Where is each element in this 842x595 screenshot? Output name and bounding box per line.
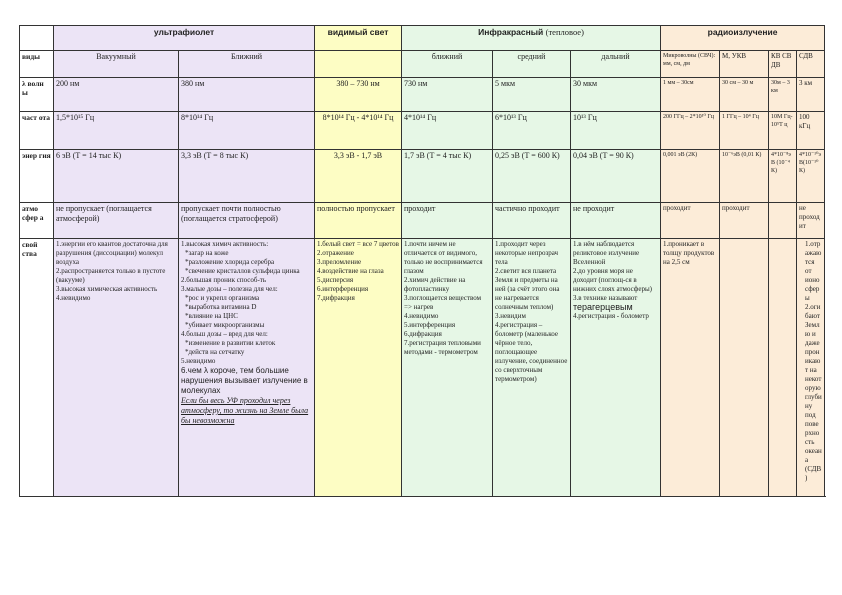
lambda-m-ukv: 30 см – 30 м — [720, 78, 769, 112]
props-visible-item: 1.белый свет = все 7 цветов — [317, 240, 399, 248]
props-near-ir-item: 1.почти ничем не отличается от видимого, только не воспринимается глазом — [404, 240, 483, 275]
type-far-ir: дальний — [571, 51, 661, 78]
props-near-uv-item: 6.чем λ короче, тем большие нарушения вызывает излучение в молекулах — [181, 366, 308, 395]
freq-near-uv: 8*10¹⁴ Гц — [179, 112, 315, 150]
props-near-uv-item: *загар на коже — [185, 249, 229, 257]
props-mid-ir-item: 4.регистрация – болометр (маленькое чёрное тело, поглощающее излучение, соединенное со сверхточным термометром) — [495, 321, 568, 383]
type-vacuum: Вакуумный — [54, 51, 179, 78]
props-near-ir-item: 7.регистрация тепловыми методами - термометром — [404, 339, 481, 356]
energy-near-uv: 3,3 эВ (T = 8 тыс К) — [179, 150, 315, 203]
props-near-ir-item: 3.поглощается веществом => нагрев — [404, 294, 482, 311]
props-near-uv-item: *рос и укрепл организма — [185, 294, 260, 302]
row-header-frequency: част ота — [20, 112, 54, 150]
props-visible-item: 7.дифракция — [317, 294, 355, 302]
energy-visible: 3,3 эВ - 1,7 эВ — [315, 150, 402, 203]
props-vacuum-item: 2.распространяется только в пустоте (вакууме) — [56, 267, 166, 284]
props-far-ir-item: 3.в технике называют — [573, 294, 638, 302]
freq-visible: 8*10¹⁴ Гц - 4*10¹⁴ Гц — [315, 112, 402, 150]
props-far-ir-terahertz: терагерцевым — [573, 302, 633, 312]
row-header-energy: энер гия — [20, 150, 54, 203]
props-near-uv-note: Если бы весь УФ проходил через атмосферу, то жизнь на Земле была бы невозможна — [181, 396, 309, 425]
props-near-uv-item: *выработка витамина D — [185, 303, 257, 311]
atm-microwave: проходит — [661, 203, 720, 239]
props-far-ir-item: 1.в нём наблюдается реликтовое излучение Вселенной — [573, 240, 640, 266]
group-ir-sub: (тепловое) — [545, 27, 584, 37]
freq-m-ukv: 1 ГГц – 10⁴ Гц — [720, 112, 769, 150]
props-kv-sv-dv-empty — [769, 239, 797, 497]
props-visible-item: 2.отражение — [317, 249, 354, 257]
type-near-uv: Ближний — [179, 51, 315, 78]
freq-sdv: 100 кГц — [797, 112, 825, 150]
type-sdv: СДВ — [797, 51, 825, 78]
lambda-visible: 380 – 730 нм — [315, 78, 402, 112]
props-near-uv-item: *изменение в развитии клеток — [185, 339, 276, 347]
freq-kv-sv-dv: 10М Гц- 10⁵Т ц — [769, 112, 797, 150]
freq-far-ir: 10¹³ Гц — [571, 112, 661, 150]
atm-m-ukv: проходит — [720, 203, 769, 239]
atm-sdv: не проходит — [797, 203, 825, 239]
corner-cell — [20, 26, 54, 51]
type-microwave: Микроволны (СВЧ): мм, см, дм — [661, 51, 720, 78]
energy-vacuum: 6 эВ (T = 14 тыс К) — [54, 150, 179, 203]
props-visible-item: 5.дисперсия — [317, 276, 354, 284]
props-far-ir-item: 4.регистрация - болометр — [573, 312, 649, 320]
energy-far-ir: 0,04 эВ (T = 90 К) — [571, 150, 661, 203]
group-radio: радиоизлучение — [661, 26, 825, 51]
props-near-uv-item: 5.невидимо — [181, 357, 216, 365]
freq-mid-ir: 6*10¹³ Гц — [493, 112, 571, 150]
props-near-ir-item: 2.химич действие на фотопластинку — [404, 276, 466, 293]
group-ir-label: Инфракрасный — [478, 27, 544, 37]
props-far-ir — [571, 239, 661, 497]
lambda-near-ir: 730 нм — [402, 78, 493, 112]
atm-near-ir: проходит — [402, 203, 493, 239]
type-mid-ir: средний — [493, 51, 571, 78]
row-header-atmosphere: атмо сфер а — [20, 203, 54, 239]
props-near-uv-item: *убивает микроорганизмы — [185, 321, 265, 329]
row-header-properties: свой ства — [20, 239, 54, 497]
lambda-kv-sv-dv: 30м – 3 км — [769, 78, 797, 112]
atm-mid-ir: частично проходит — [493, 203, 571, 239]
props-mid-ir-item: 3.невидим — [495, 312, 526, 320]
energy-mid-ir: 0,25 эВ (T = 600 К) — [493, 150, 571, 203]
lambda-microwave: 1 мм – 30см — [661, 78, 720, 112]
energy-kv-sv-dv: 4*10⁻⁸эВ (10⁻⁴ К) — [769, 150, 797, 203]
props-near-ir-item: 5.интерференция — [404, 321, 456, 329]
atm-kv-sv-dv-empty — [769, 203, 797, 239]
props-near-ir-item: 6.дифракция — [404, 330, 442, 338]
props-mid-ir — [493, 239, 571, 497]
props-far-ir-item: 2.до уровня моря не доходит (поглощ-ся в нижних слоях атмосферы) — [573, 267, 652, 293]
props-near-uv-item: 4.больш дозы – вред для чел: — [181, 330, 268, 338]
freq-microwave: 200 ГГц – 2*10¹⁰ Гц — [661, 112, 720, 150]
row-header-wavelength: λ волн ы — [20, 78, 54, 112]
props-near-uv-item: 3.малые дозы – полезна для чел: — [181, 285, 278, 293]
atm-vacuum: не пропускает (поглащается атмосферой) — [54, 203, 179, 239]
props-mid-ir-item: 1.проходит через некоторые непрозрач тела — [495, 240, 559, 266]
props-near-uv-item: *разложение хлорида серебра — [185, 258, 275, 266]
props-visible — [315, 239, 402, 497]
lambda-sdv: 3 км — [797, 78, 825, 112]
type-near-ir: ближний — [402, 51, 493, 78]
type-m-ukv: М, УКВ — [720, 51, 769, 78]
lambda-near-uv: 380 нм — [179, 78, 315, 112]
props-near-uv-item: *влияние на ЦНС — [185, 312, 238, 320]
freq-vacuum: 1,5*10¹⁵ Гц — [54, 112, 179, 150]
type-visible — [315, 51, 402, 78]
props-vacuum — [54, 239, 179, 497]
atm-visible: полностью пропускает — [315, 203, 402, 239]
props-sdv: 1.отражаются от ионосферы 2.огибают Землю и даже проникают на некоторую глубину под поверхность океана (СДВ) — [797, 239, 825, 497]
atm-near-uv: пропускает почти полностью (поглащается стратосферой) — [179, 203, 315, 239]
energy-m-ukv: 10⁻⁶эВ (0,01 К) — [720, 150, 769, 203]
props-visible-item: 6.интерференция — [317, 285, 369, 293]
energy-sdv: 4*10⁻¹⁰эВ(10⁻¹⁰К) — [797, 150, 825, 203]
props-mid-ir-item: 2.светит вся планета Земля и предметы на ней (за счёт этого она не нагревается солнечным теплом) — [495, 267, 560, 311]
props-near-uv-item: *свечение кристаллов сульфида цинка — [185, 267, 300, 275]
group-ir — [402, 26, 661, 51]
group-visible: видимый свет — [315, 26, 402, 51]
props-vacuum-item: 3.высокая химическая активность — [56, 285, 158, 293]
props-visible-item: 3.преломление — [317, 258, 362, 266]
group-uv: ультрафиолет — [54, 26, 315, 51]
props-near-uv-item: 2.большая проник способ-ть — [181, 276, 267, 284]
energy-near-ir: 1,7 эВ (T = 4 тыс К) — [402, 150, 493, 203]
lambda-mid-ir: 5 мкм — [493, 78, 571, 112]
props-visible-item: 4.воздействие на глаза — [317, 267, 384, 275]
energy-microwave: 0,001 эВ (2К) — [661, 150, 720, 203]
freq-near-ir: 4*10¹⁴ Гц — [402, 112, 493, 150]
lambda-far-ir: 30 мкм — [571, 78, 661, 112]
props-near-ir-item: 4.невидимо — [404, 312, 439, 320]
props-m-ukv-empty — [720, 239, 769, 497]
type-kv-sv-dv: КВ СВ ДВ — [769, 51, 797, 78]
props-vacuum-item: 1.энергии его квантов достаточна для разрушения (диссоциации) молекул воздуха — [56, 240, 168, 266]
lambda-vacuum: 200 нм — [54, 78, 179, 112]
props-microwave: 1.проникает в толщу продуктов на 2,5 см — [661, 239, 720, 497]
props-vacuum-item: 4.невидимо — [56, 294, 91, 302]
props-near-uv — [179, 239, 315, 497]
atm-far-ir: не проходит — [571, 203, 661, 239]
row-header-types: виды — [20, 51, 54, 78]
props-near-uv-item: 1.высокая химич активность: — [181, 240, 269, 248]
props-near-ir — [402, 239, 493, 497]
em-spectrum-table — [19, 25, 825, 497]
props-near-uv-item: *действ на сетчатку — [185, 348, 245, 356]
